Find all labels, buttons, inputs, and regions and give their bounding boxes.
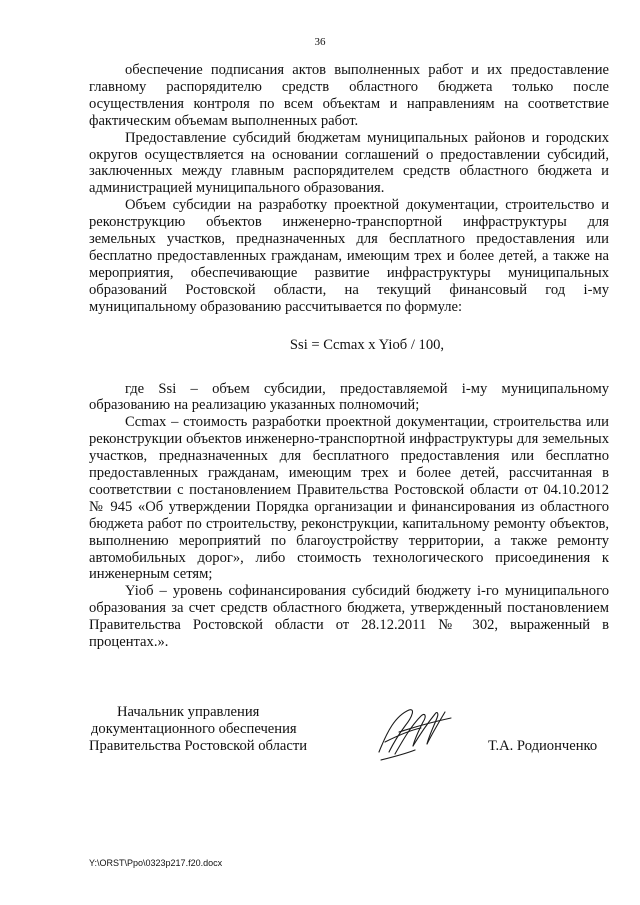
document-file-path: Y:\ORST\Ppo\0323p217.f20.docx — [89, 858, 223, 868]
paragraph-subsidy-volume: Объем субсидии на разработку проектной документации, строительство и реконструкцию объектов инженерно-транспортной инфраструктуры для земельных участков, предназначенных для бесплатного предоставления или бесплатно предоставленных гражданам, имеющим трех и более детей, а также на мероприятия, обеспечивающие развитие инфраструктуры муниципальных образований Ростовской области, на текущий финансовый год i-му муниципальному образованию рассчитывается по формуле: — [89, 197, 609, 315]
paragraph-subsidy-agreements: Предоставление субсидий бюджетам муниципальных районов и городских округов осуществляется на основании соглашений о предоставлении субсидий, заключенных между главным распорядителем средств областного бюджета и администрацией муниципального образования. — [89, 129, 609, 197]
page-number: 36 — [314, 36, 326, 48]
handwritten-signature — [375, 702, 455, 764]
definition-yiob: Yioб – уровень софинансирования субсидий бюджету i-го муниципального образования за счет средств областного бюджета, утвержденный постановлением Правительства Ростовской области от 28.12.2011 № 302, выраженный в процентах.». — [89, 583, 609, 651]
signatory-name: Т.А. Родионченко — [488, 738, 598, 754]
paragraph-acts-signing: обеспечение подписания актов выполненных работ и их предоставление главному распорядителю средств областного бюджета только после осуществления контроля по всем объектам и направлениям на соответствие фактическим объемам выполненных работ. — [89, 62, 609, 129]
signatory-title-line-2: документационного обеспечения — [91, 721, 297, 737]
document-body — [89, 62, 609, 651]
definition-ssi: где Ssi – объем субсидии, предоставляемой i-му муниципальному образованию на реализацию указанных полномочий; — [89, 380, 609, 414]
signatory-title-line-1: Начальник управления — [117, 704, 260, 720]
subsidy-formula: Ssi = Ccmax x Yioб / 100, — [289, 336, 445, 353]
signatory-title-line-3: Правительства Ростовской области — [89, 738, 308, 754]
signature-block — [89, 704, 619, 774]
definition-ccmax: Ccmax – стоимость разработки проектной документации, строительства или реконструкции объектов инженерно-транспортной инфраструктуры для земельных участков, предназначенных для бесплатного предоставления или бесплатно предоставленных гражданам, имеющим трех и более детей, рассчитанная в соответствии с постановлением Правительства Ростовской области от 04.10.2012 № 945 «Об утверждении Порядка организации и финансирования из областного бюджета работ по строительству, реконструкции, капитальному ремонту объектов, выполнению мероприятий по благоустройству территории, а также ремонту автомобильных дорог», либо стоимость технологического присоединения к инженерным сетям; — [89, 414, 609, 583]
